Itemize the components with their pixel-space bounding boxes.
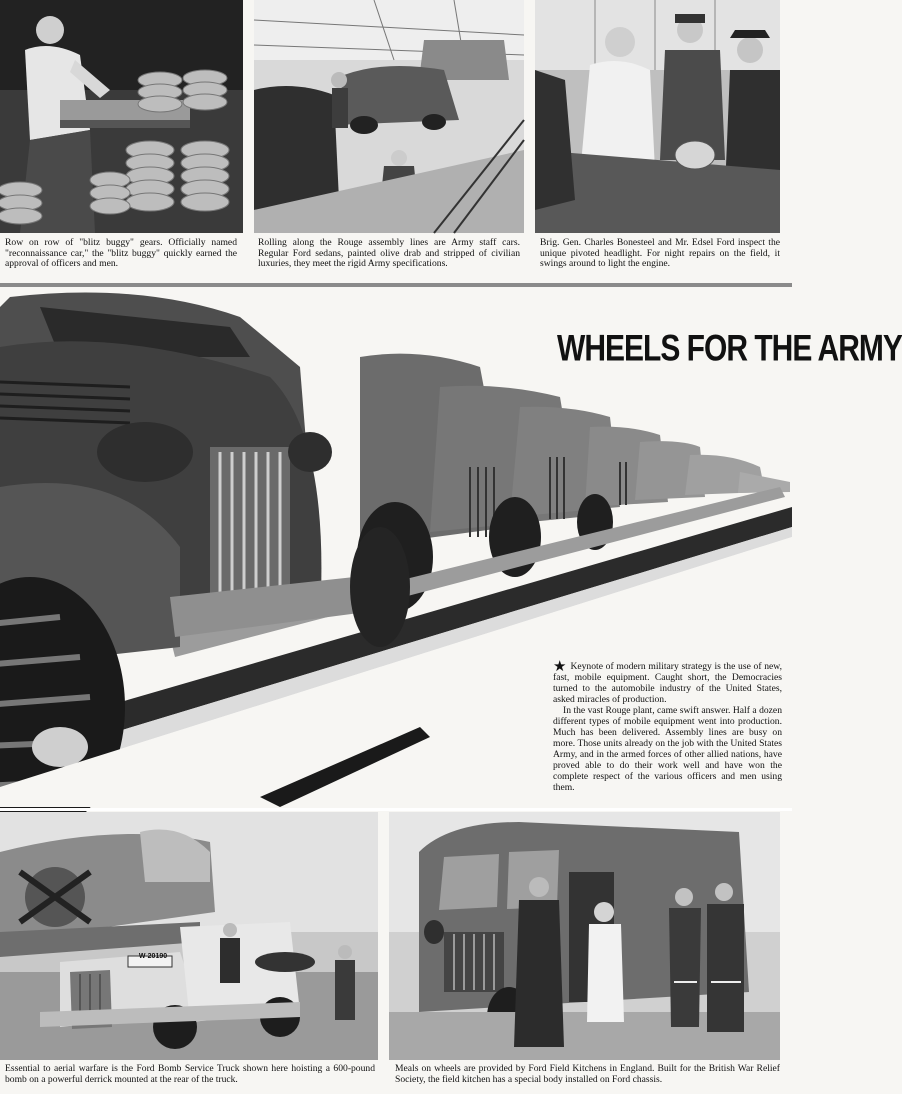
article-paragraph-1 xyxy=(553,661,782,705)
star-icon: ★ xyxy=(553,659,567,675)
article-paragraph-1-text: Keynote of modern military strategy is the use of new, fast, mobile equipment. Caught short, the Democracies turned to the automobile industry of the United States, asked miracles of production. xyxy=(553,661,782,705)
photo-gears xyxy=(0,0,243,233)
section-divider-bottom xyxy=(0,808,792,811)
article-paragraph-2: In the vast Rouge plant, came swift answer. Half a dozen different types of mobile equipment went into production. Much has been delivered. Assembly lines are busy on more. Those units already on the job with the United States Army, and in the armed forces of other allied nations, have proved able to do their work well and have won the complete respect of the various officers and men using them. xyxy=(553,705,782,793)
text-plate: W-20190 xyxy=(138,953,168,960)
photo-field-kitchen xyxy=(389,812,780,1060)
photo-assembly-line xyxy=(254,0,524,233)
page-title: WHEELS FOR THE ARMY xyxy=(557,328,902,370)
photo-headlight-inspection xyxy=(535,0,780,233)
caption-headlight-inspection: Brig. Gen. Charles Bonesteel and Mr. Edsel Ford inspect the unique pivoted headlight. For night repairs on the field, it swings around to light the engine. xyxy=(540,237,780,270)
caption-field-kitchen: Meals on wheels are provided by Ford Field Kitchens in England. Built for the British War Relief Society, the field kitchen has a special body installed on Ford chassis. xyxy=(395,1063,780,1085)
article-body xyxy=(553,661,782,793)
caption-assembly-line: Rolling along the Rouge assembly lines are Army staff cars. Regular Ford sedans, painted olive drab and stripped of civilian luxuries, they meet the rigid Army specifications. xyxy=(258,237,520,270)
photo-bomb-service-truck xyxy=(0,812,378,1060)
caption-bomb-service-truck: Essential to aerial warfare is the Ford Bomb Service Truck shown here hoisting a 600-pound bomb on a powerful derrick mounted at the rear of the truck. xyxy=(5,1063,375,1085)
caption-gears: Row on row of "blitz buggy" gears. Officially named "reconnaissance car," the "blitz buggy" quickly earned the approval of officers and men. xyxy=(5,237,237,270)
